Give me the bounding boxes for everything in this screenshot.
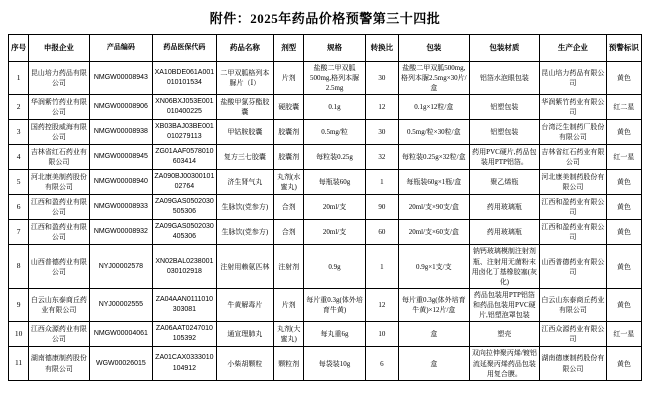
table-cell: 注射用赖氨匹林 xyxy=(216,245,273,289)
table-cell: XN02BAL0238001030102918 xyxy=(153,245,217,289)
table-cell: ZG01AAF0578010603414 xyxy=(153,145,217,170)
table-row xyxy=(9,322,642,347)
table-cell: 江西和盈药业有限公司 xyxy=(29,220,89,245)
table-cell: 10 xyxy=(9,322,29,347)
table-cell: 黄色 xyxy=(606,245,641,289)
table-cell: 合剂 xyxy=(274,220,304,245)
table-cell: 白云山东泰商丘药业有限公司 xyxy=(540,288,607,321)
table-cell: 华润紫竹药业有限公司 xyxy=(540,95,607,120)
table-cell: 60 xyxy=(365,220,398,245)
table-cell: 9 xyxy=(9,288,29,321)
column-header: 包装 xyxy=(399,35,470,62)
table-cell: WGW00026015 xyxy=(89,347,153,380)
table-cell: 颗粒剂 xyxy=(274,347,304,380)
table-cell: NMGW00008943 xyxy=(89,62,153,95)
table-cell: 每粒装0.25g xyxy=(304,145,365,170)
table-cell: 黄色 xyxy=(606,170,641,195)
table-cell: 盐酸甲氯芬酯胶囊 xyxy=(216,95,273,120)
table-cell: 1 xyxy=(365,170,398,195)
table-cell: 11 xyxy=(9,347,29,380)
table-row xyxy=(9,120,642,145)
table-row xyxy=(9,95,642,120)
table-header-row xyxy=(9,35,642,62)
table-cell: 铝箔水泡眼包装 xyxy=(469,62,540,95)
column-header: 规格 xyxy=(304,35,365,62)
table-cell: 黄色 xyxy=(606,288,641,321)
table-row xyxy=(9,145,642,170)
table-cell: 河北康美制药股份有限公司 xyxy=(540,170,607,195)
table-cell: 盒 xyxy=(399,322,470,347)
table-cell: 华润紫竹药业有限公司 xyxy=(29,95,89,120)
table-cell: 昆山培力药品有限公司 xyxy=(29,62,89,95)
price-warning-table xyxy=(8,34,642,381)
table-cell: ZA090BJ0030010102764 xyxy=(153,170,217,195)
table-cell: NMGW00008906 xyxy=(89,95,153,120)
table-cell: 台湾泛生制药厂股份有限公司 xyxy=(540,120,607,145)
table-cell: 药品包装用PTP铝箔和药品包装用PVC硬片,铝塑泡罩包装 xyxy=(469,288,540,321)
table-cell: 吉林省红石药业有限公司 xyxy=(540,145,607,170)
table-cell: 6 xyxy=(365,347,398,380)
table-row xyxy=(9,195,642,220)
table-cell: ZA01CAX0333010104912 xyxy=(153,347,217,380)
column-header: 预警标识 xyxy=(606,35,641,62)
column-header: 转换比 xyxy=(365,35,398,62)
table-cell: ZA09GAS0502030405306 xyxy=(153,220,217,245)
table-cell: 通宣理肺丸 xyxy=(216,322,273,347)
table-cell: 7 xyxy=(9,220,29,245)
table-cell: 铝塑包装 xyxy=(469,95,540,120)
table-cell: 红一星 xyxy=(606,145,641,170)
table-cell: 钠钙玻璃模制注射剂瓶、注射用无菌粉末用卤化丁基橡胶塞(灰化) xyxy=(469,245,540,289)
table-cell: 0.5mg/粒 xyxy=(304,120,365,145)
table-cell: 2 xyxy=(9,95,29,120)
table-cell: 丸剂(水蜜丸) xyxy=(274,170,304,195)
table-cell: 5 xyxy=(9,170,29,195)
table-cell: 甲钴胺胶囊 xyxy=(216,120,273,145)
page-title: 附件：2025年药品价格预警第三十四批 xyxy=(209,11,441,26)
table-cell: 江西众源药业有限公司 xyxy=(540,322,607,347)
table-cell: 0.1g×12粒/盒 xyxy=(399,95,470,120)
table-row xyxy=(9,170,642,195)
table-cell: 黄色 xyxy=(606,120,641,145)
table-cell: 32 xyxy=(365,145,398,170)
table-cell: 药用PVC硬片,药品包装用PTP铝箔。 xyxy=(469,145,540,170)
table-cell: 0.1g xyxy=(304,95,365,120)
table-cell: 山西普德药业有限公司 xyxy=(540,245,607,289)
table-cell: 8 xyxy=(9,245,29,289)
table-cell: 盒 xyxy=(399,347,470,380)
table-cell: NYJ00002555 xyxy=(89,288,153,321)
table-cell: 药用玻璃瓶 xyxy=(469,195,540,220)
table-cell: 黄色 xyxy=(606,195,641,220)
table-cell: 每片重0.3g(体外培育牛黄)×12片/盒 xyxy=(399,288,470,321)
table-cell: 黄色 xyxy=(606,347,641,380)
table-cell: 每片重0.3g(体外培育牛黄) xyxy=(304,288,365,321)
column-header: 产品编码 xyxy=(89,35,153,62)
table-cell: NMGW00008932 xyxy=(89,220,153,245)
table-cell: NMGW00008940 xyxy=(89,170,153,195)
table-cell: 合剂 xyxy=(274,195,304,220)
table-cell: 30 xyxy=(365,62,398,95)
table-cell: 每丸重6g xyxy=(304,322,365,347)
table-cell: 红二星 xyxy=(606,95,641,120)
table-cell: 20ml/支×60支/盒 xyxy=(399,220,470,245)
table-cell: 二甲双胍格列本脲片（Ⅰ） xyxy=(216,62,273,95)
table-cell: 济生肾气丸 xyxy=(216,170,273,195)
table-cell: ZA09GAS0502030505306 xyxy=(153,195,217,220)
table-cell: 1 xyxy=(365,245,398,289)
table-cell: 生脉饮(党参方) xyxy=(216,220,273,245)
table-cell: 双向拉伸聚丙烯/镀铝流延聚丙烯药品包装用复合膜。 xyxy=(469,347,540,380)
table-cell: 江西和盈药业有限公司 xyxy=(540,195,607,220)
table-cell: 铝塑包装 xyxy=(469,120,540,145)
table-cell: 90 xyxy=(365,195,398,220)
table-cell: 每袋装10g xyxy=(304,347,365,380)
table-cell: 药用玻璃瓶 xyxy=(469,220,540,245)
table-cell: 盐酸二甲双胍500mg,格列本脲2.5mg×30片/盒 xyxy=(399,62,470,95)
table-cell: 0.5mg/粒×30粒/盒 xyxy=(399,120,470,145)
table-row xyxy=(9,245,642,289)
table-cell: 复方三七胶囊 xyxy=(216,145,273,170)
table-cell: 12 xyxy=(365,288,398,321)
table-cell: 0.9g×1支/支 xyxy=(399,245,470,289)
table-row xyxy=(9,347,642,380)
table-cell: NMGW00004061 xyxy=(89,322,153,347)
table-cell: 江西和盈药业有限公司 xyxy=(29,195,89,220)
table-row xyxy=(9,62,642,95)
table-cell: 30 xyxy=(365,120,398,145)
table-cell: 片剂 xyxy=(274,288,304,321)
table-cell: 国药控股威海有限公司 xyxy=(29,120,89,145)
table-body xyxy=(9,62,642,381)
table-cell: 生脉饮(党参方) xyxy=(216,195,273,220)
table-cell: 20ml/支 xyxy=(304,195,365,220)
table-cell: 红一星 xyxy=(606,322,641,347)
table-cell: 牛黄解毒片 xyxy=(216,288,273,321)
table-cell: 湖南德康制药股份有限公司 xyxy=(29,347,89,380)
table-cell: NMGW00008933 xyxy=(89,195,153,220)
table-cell: 12 xyxy=(365,95,398,120)
table-cell: NYJ00002578 xyxy=(89,245,153,289)
table-cell: 吉林省红石药业有限公司 xyxy=(29,145,89,170)
table-cell: 10 xyxy=(365,322,398,347)
table-cell: 江西众源药业有限公司 xyxy=(29,322,89,347)
table-cell: 白云山东泰商丘药业有限公司 xyxy=(29,288,89,321)
table-cell: 注射剂 xyxy=(274,245,304,289)
table-cell: 盐酸二甲双胍500mg,格列本脲2.5mg xyxy=(304,62,365,95)
column-header: 生产企业 xyxy=(540,35,607,62)
table-cell: XA10BDE061A001010101534 xyxy=(153,62,217,95)
column-header: 药品医保代码 xyxy=(153,35,217,62)
table-cell: 昆山培力药品有限公司 xyxy=(540,62,607,95)
table-row xyxy=(9,220,642,245)
table-row xyxy=(9,288,642,321)
table-cell: XB03BAJ03BE001010279113 xyxy=(153,120,217,145)
table-cell: 每粒装0.25g×32粒/盒 xyxy=(399,145,470,170)
table-cell: 江西和盈药业有限公司 xyxy=(540,220,607,245)
table-cell: 20ml/支 xyxy=(304,220,365,245)
table-cell: ZA06AAT0247010105392 xyxy=(153,322,217,347)
table-cell: 硬胶囊 xyxy=(274,95,304,120)
column-header: 申报企业 xyxy=(29,35,89,62)
table-cell: 黄色 xyxy=(606,62,641,95)
table-cell: XN06BXJ053E001010400225 xyxy=(153,95,217,120)
table-cell: 塑壳 xyxy=(469,322,540,347)
table-cell: 每瓶装60g×1瓶/盒 xyxy=(399,170,470,195)
column-header: 序号 xyxy=(9,35,29,62)
table-cell: ZA04AAN0111010303081 xyxy=(153,288,217,321)
table-cell: 每瓶装60g xyxy=(304,170,365,195)
table-cell: 4 xyxy=(9,145,29,170)
table-cell: 胶囊剂 xyxy=(274,120,304,145)
table-cell: 0.9g xyxy=(304,245,365,289)
table-cell: 河北康美制药股份有限公司 xyxy=(29,170,89,195)
table-cell: 6 xyxy=(9,195,29,220)
table-cell: 20ml/支×90支/盒 xyxy=(399,195,470,220)
table-cell: 丸剂(大蜜丸) xyxy=(274,322,304,347)
table-cell: 聚乙烯瓶 xyxy=(469,170,540,195)
table-cell: 片剂 xyxy=(274,62,304,95)
table-cell: NMGW00008938 xyxy=(89,120,153,145)
table-cell: 湖南德康制药股份有限公司 xyxy=(540,347,607,380)
table-cell: 黄色 xyxy=(606,220,641,245)
table-cell: NMGW00008945 xyxy=(89,145,153,170)
column-header: 药品名称 xyxy=(216,35,273,62)
table-cell: 山西普德药业有限公司 xyxy=(29,245,89,289)
table-cell: 胶囊剂 xyxy=(274,145,304,170)
table-cell: 3 xyxy=(9,120,29,145)
column-header: 包装材质 xyxy=(469,35,540,62)
table-cell: 小柴胡颗粒 xyxy=(216,347,273,380)
column-header: 剂型 xyxy=(274,35,304,62)
table-cell: 1 xyxy=(9,62,29,95)
